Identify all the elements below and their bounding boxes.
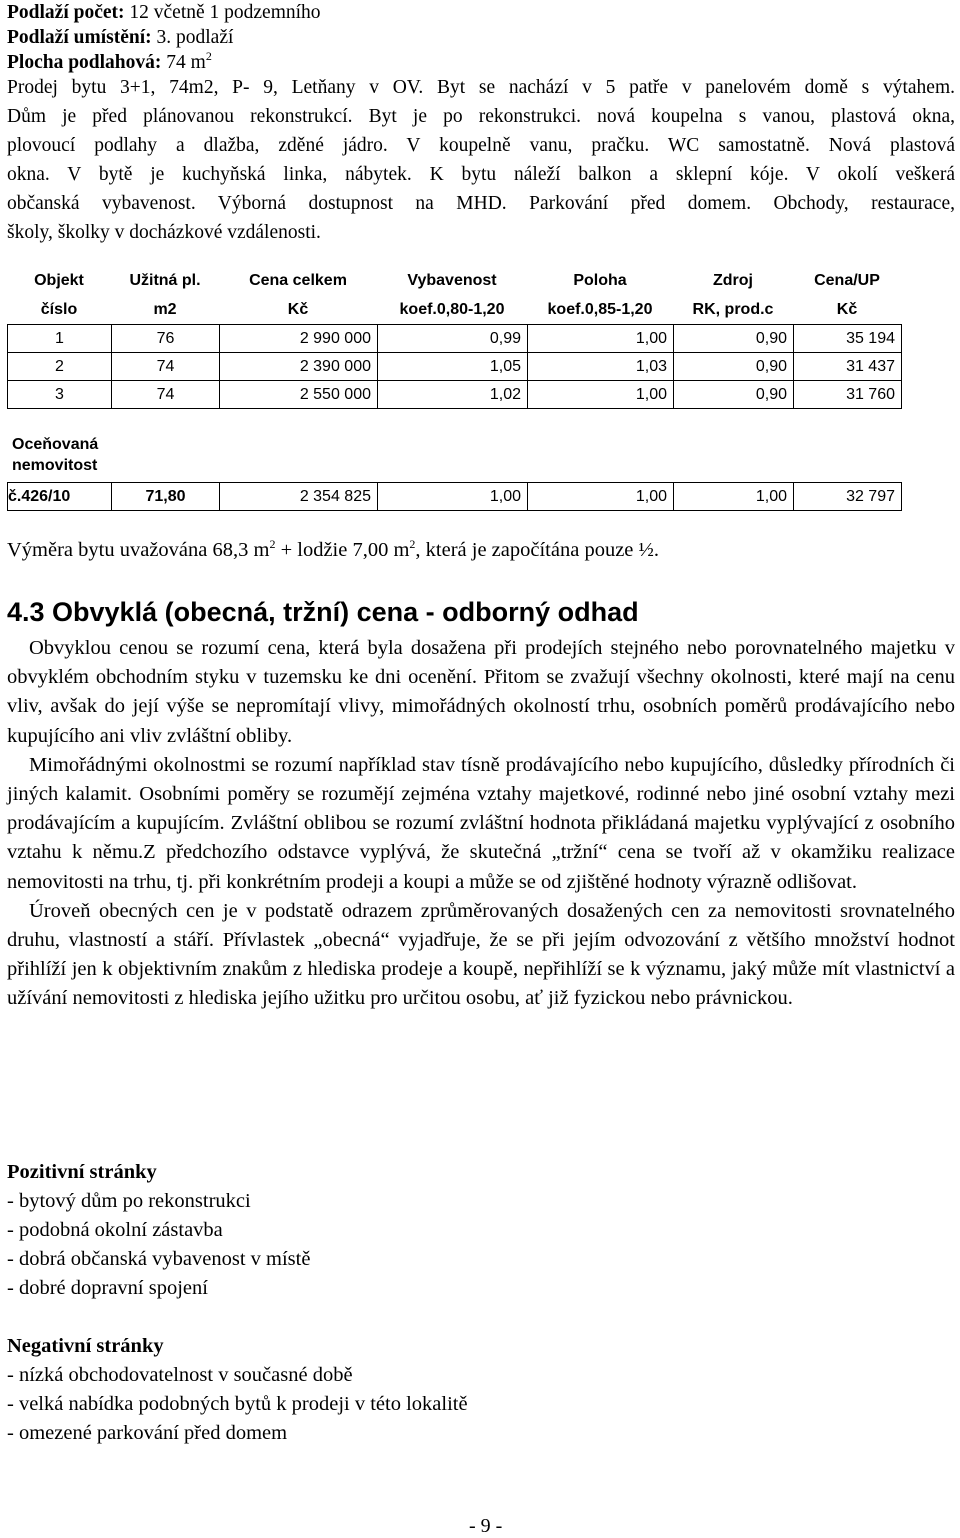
cell-equipment: 1,02 — [378, 381, 528, 409]
cell-location: 1,00 — [528, 325, 674, 353]
comparison-table — [7, 266, 901, 505]
cell-price-per-area: 35 194 — [794, 325, 902, 353]
header-price-per-area — [793, 266, 901, 324]
cell-usable-area: 76 — [112, 325, 220, 353]
description-line: Prodej bytu 3+1, 74m2, P- 9, Letňany v OV. Byt se nachází v 5 patře v panelovém domě s výtahem. — [7, 77, 955, 98]
header-line: Cena celkem — [249, 272, 347, 289]
list-item: - podobná okolní zástavba — [7, 1219, 223, 1241]
cell-usable-area: 71,80 — [112, 483, 220, 511]
table-row — [8, 381, 902, 409]
header-line: Objekt — [34, 272, 84, 289]
floor-area-row — [7, 50, 955, 75]
list-item: - nízká obchodovatelnost v současné době — [7, 1364, 353, 1386]
note-exponent: 2 — [269, 537, 276, 551]
header-line: číslo — [40, 301, 78, 318]
pros-cons — [7, 1158, 468, 1448]
subject-property-label — [12, 434, 98, 476]
floor-area-label: Plocha podlahová: — [7, 52, 162, 73]
header-line: koef.0,80-1,20 — [399, 301, 505, 318]
note-text: + lodžie 7,00 m — [275, 539, 410, 561]
header-usable-area — [111, 266, 219, 324]
document-page — [7, 0, 955, 1537]
description-line: Dům je před plánovanou rekonstrukcí. Byt je po rekonstrukci. nová koupelna s vanou, plastová okna, — [7, 106, 955, 127]
cell-source: 0,90 — [674, 325, 794, 353]
cell-location: 1,00 — [528, 381, 674, 409]
property-description — [7, 73, 955, 247]
description-line: školy, školky v docházkové vzdálenosti. — [7, 222, 321, 243]
cell-price-per-area: 32 797 — [794, 483, 902, 511]
list-item: - bytový dům po rekonstrukci — [7, 1190, 251, 1212]
cell-equipment: 0,99 — [378, 325, 528, 353]
table-row — [8, 483, 902, 511]
cell-location: 1,00 — [528, 483, 674, 511]
cell-source: 0,90 — [674, 353, 794, 381]
header-line: Kč — [287, 301, 309, 318]
section-heading: 4.3 Obvyklá (obecná, tržní) cena - odborný odhad — [7, 597, 639, 627]
list-spacer — [7, 1303, 468, 1332]
header-line: Vybavenost — [407, 272, 497, 289]
floors-count-label: Podlaží počet: — [7, 2, 125, 23]
list-item: - dobré dopravní spojení — [7, 1277, 208, 1299]
body-paragraph: Mimořádnými okolnostmi se rozumí například stav tísně prodávajícího nebo kupujícího, důsledky přírodních či jiných kalamit. Osobními poměry se rozumějí zejména vztahy majetkové, rodinné nebo jiné osobní vztahy mezi prodávajícím a kupujícím. Zvláštní oblibou se rozumí zvláštní hodnota přikládaná majetku vyplývající z osobního vztahu k němu.Z předchozího odstavce vyplývá, že skutečná „tržní“ cena se tvoří až v okamžiku realizace nemovitosti na trhu, tj. při konkrétním prodeji a koupi a může se od zjištěné hodnoty výrazně odlišovat. — [7, 753, 955, 893]
cell-total-price: 2 354 825 — [220, 483, 378, 511]
header-equipment — [377, 266, 527, 324]
table-row — [8, 353, 902, 381]
header-line: Zdroj — [713, 272, 753, 289]
list-item: - dobrá občanská vybavenost v místě — [7, 1248, 311, 1270]
header-line: RK, prod.c — [692, 301, 774, 318]
section-body — [7, 634, 955, 1014]
floor-position-row — [7, 25, 955, 50]
positives-title: Pozitivní stránky — [7, 1161, 157, 1183]
cell-location: 1,03 — [528, 353, 674, 381]
subject-label-line: Oceňovaná — [12, 436, 99, 453]
cell-price-per-area: 31 760 — [794, 381, 902, 409]
description-line: okna. V bytě je kuchyňská linka, nábytek. K bytu náleží balkon a sklepní kóje. V okolí veškerá — [7, 164, 955, 185]
property-meta — [7, 0, 955, 75]
subject-property-row — [7, 482, 902, 511]
header-object — [7, 266, 111, 324]
body-paragraph: Úroveň obecných cen je v podstatě odrazem zprůměrovaných dosažených cen za nemovitosti srovnatelného druhu, vlastností a stáří. Přívlastek „obecná“ vyjadřuje, že se při jejím odvozování z většího množství hodnot přihlíží jen k objektivním znakům z hlediska prodeje a koupě, nepřihlíží se k významu, jaký může mít vlastnictví a užívání nemovitosti z hlediska jejího užitku pro určitou osobu, ať již fyzickou nebo právnickou. — [7, 899, 955, 1010]
cell-object: č.426/10 — [8, 483, 112, 511]
cell-usable-area: 74 — [112, 353, 220, 381]
header-location — [527, 266, 673, 324]
body-paragraph: Obvyklou cenou se rozumí cena, která byla dosažena při prodejích stejného nebo porovnatelného majetku v obvyklém obchodním styku v tuzemsku ke dni ocenění. Přitom se zvažují všechny okolnosti, které mají na cenu vliv, avšak do její výše se nepromítají vlivy, mimořádných okolností trhu, osobních poměrů prodávajícího nebo kupujícího ani vliv zvláštní obliby. — [7, 637, 955, 747]
header-line: Užitná pl. — [129, 272, 201, 289]
header-source — [673, 266, 793, 324]
floor-position-value: 3. podlaží — [151, 27, 234, 48]
list-item: - omezené parkování před domem — [7, 1422, 288, 1444]
header-line: Kč — [836, 301, 858, 318]
cell-equipment: 1,00 — [378, 483, 528, 511]
note-text: Výměra bytu uvažována 68,3 m — [7, 539, 270, 561]
header-total-price — [219, 266, 377, 324]
cell-price-per-area: 31 437 — [794, 353, 902, 381]
page-number: - 9 - — [469, 1515, 503, 1537]
floor-position-label: Podlaží umístění: — [7, 27, 152, 48]
cell-equipment: 1,05 — [378, 353, 528, 381]
table-row — [8, 325, 902, 353]
comparison-rows — [7, 324, 902, 409]
note-text: , která je započítána pouze ½. — [415, 539, 660, 561]
note-exponent: 2 — [409, 537, 416, 551]
table-header — [7, 266, 901, 324]
cell-object: 1 — [8, 325, 112, 353]
negatives-title: Negativní stránky — [7, 1335, 164, 1357]
list-item: - velká nabídka podobných bytů k prodeji v této lokalitě — [7, 1393, 468, 1415]
header-line: m2 — [153, 301, 177, 318]
description-line: občanská vybavenost. Výborná dostupnost na MHD. Parkování před domem. Obchody, restaurace, — [7, 193, 955, 214]
cell-object: 3 — [8, 381, 112, 409]
cell-total-price: 2 550 000 — [220, 381, 378, 409]
subject-label-line: nemovitost — [12, 457, 98, 474]
header-line: koef.0,85-1,20 — [547, 301, 653, 318]
header-line: Cena/UP — [814, 272, 880, 289]
floor-area-value: 74 m — [161, 52, 206, 73]
area-note — [7, 536, 659, 564]
cell-source: 1,00 — [674, 483, 794, 511]
cell-usable-area: 74 — [112, 381, 220, 409]
floors-count-value: 12 včetně 1 podzemního — [124, 2, 321, 23]
cell-source: 0,90 — [674, 381, 794, 409]
description-line: plovoucí podlahy a dlažba, zděné jádro. V koupelně vanu, pračku. WC samostatně. Nová plastová — [7, 135, 955, 156]
cell-total-price: 2 390 000 — [220, 353, 378, 381]
header-line: Poloha — [573, 272, 627, 289]
floor-area-unit-exponent: 2 — [205, 49, 212, 63]
cell-object: 2 — [8, 353, 112, 381]
floors-count-row — [7, 0, 955, 25]
cell-total-price: 2 990 000 — [220, 325, 378, 353]
